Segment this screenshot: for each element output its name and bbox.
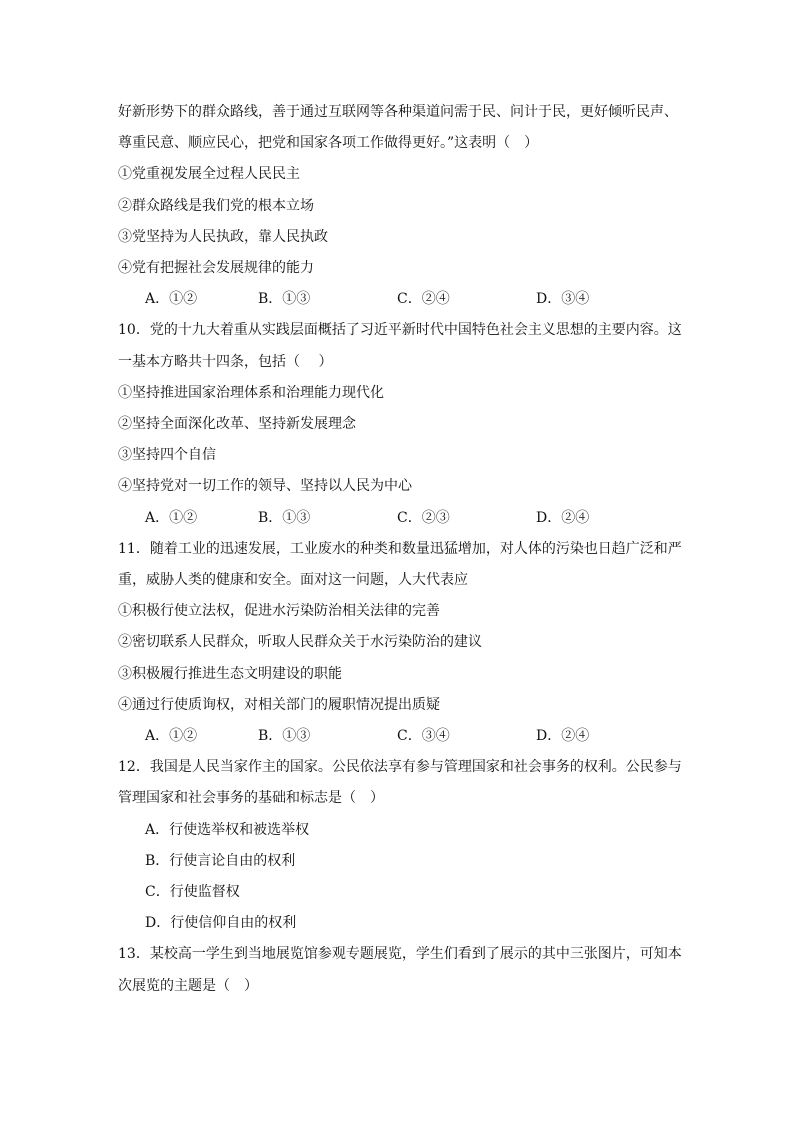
- q12-stem-line-2: 管理国家和社会事务的基础和标志是（ ）: [118, 790, 384, 806]
- q10-option-b[interactable]: B．①③: [258, 510, 311, 526]
- q11-statement-1: ①积极行使立法权，促进水污染防治相关法律的完善: [118, 603, 440, 619]
- q12-option-b[interactable]: B．行使言论自由的权利: [145, 853, 296, 869]
- q9-option-d[interactable]: D．③④: [536, 291, 590, 307]
- q10-option-c[interactable]: C．②③: [397, 510, 450, 526]
- q9-stem-line-1: 好新形势下的群众路线，善于通过互联网等各种渠道问需于民、问计于民，更好倾听民声、: [118, 104, 678, 120]
- q12-option-c[interactable]: C．行使监督权: [145, 884, 240, 900]
- q11-stem-line-2: 重，威胁人类的健康和安全。面对这一问题，人大代表应: [118, 572, 468, 588]
- q12-stem-line-1: 12．我国是人民当家作主的国家。公民依法享有参与管理国家和社会事务的权利。公民参与: [118, 759, 682, 775]
- q10-option-d[interactable]: D．②④: [536, 510, 590, 526]
- q9-option-a[interactable]: A．①②: [145, 291, 198, 307]
- q9-options: [118, 289, 678, 309]
- q11-option-d[interactable]: D．②④: [536, 728, 590, 744]
- q12-option-a[interactable]: A．行使选举权和被选举权: [145, 822, 310, 838]
- q11-option-c[interactable]: C．③④: [397, 728, 450, 744]
- q9-statement-2: ②群众路线是我们党的根本立场: [118, 198, 314, 214]
- q11-stem-line-1: 11．随着工业的迅速发展，工业废水的种类和数量迅猛增加，对人体的污染也日趋广泛和严: [118, 541, 682, 557]
- q13-stem-line-2: 次展览的主题是（ ）: [118, 978, 258, 994]
- q10-statement-2: ②坚持全面深化改革、坚持新发展理念: [118, 416, 356, 432]
- q12-option-d[interactable]: D．行使信仰自由的权利: [145, 915, 297, 931]
- q10-options: [118, 508, 678, 528]
- q10-stem-line-1: 10．党的十九大着重从实践层面概括了习近平新时代中国特色社会主义思想的主要内容。这: [118, 322, 682, 338]
- q10-stem-line-2: 一基本方略共十四条，包括（ ）: [118, 354, 333, 370]
- q9-option-c[interactable]: C．②④: [397, 291, 450, 307]
- q10-statement-4: ④坚持党对一切工作的领导、坚持以人民为中心: [118, 478, 412, 494]
- q11-options: [118, 726, 678, 746]
- q9-stem-line-2: 尊重民意、顺应民心，把党和国家各项工作做得更好。”这表明（ ）: [118, 135, 539, 151]
- q13-stem-line-1: 13．某校高一学生到当地展览馆参观专题展览，学生们看到了展示的其中三张图片，可知本: [118, 946, 682, 962]
- q10-statement-3: ③坚持四个自信: [118, 447, 216, 463]
- q9-statement-3: ③党坚持为人民执政，靠人民执政: [118, 229, 328, 245]
- q11-statement-3: ③积极履行推进生态文明建设的职能: [118, 666, 342, 682]
- q10-statement-1: ①坚持推进国家治理体系和治理能力现代化: [118, 385, 384, 401]
- q11-option-a[interactable]: A．①②: [145, 728, 198, 744]
- q11-statement-2: ②密切联系人民群众，听取人民群众关于水污染防治的建议: [118, 634, 482, 650]
- q9-option-b[interactable]: B．①③: [258, 291, 311, 307]
- q11-option-b[interactable]: B．①③: [258, 728, 311, 744]
- q10-option-a[interactable]: A．①②: [145, 510, 198, 526]
- q9-statement-4: ④党有把握社会发展规律的能力: [118, 260, 314, 276]
- q9-statement-1: ①党重视发展全过程人民民主: [118, 166, 300, 182]
- q11-statement-4: ④通过行使质询权，对相关部门的履职情况提出质疑: [118, 697, 440, 713]
